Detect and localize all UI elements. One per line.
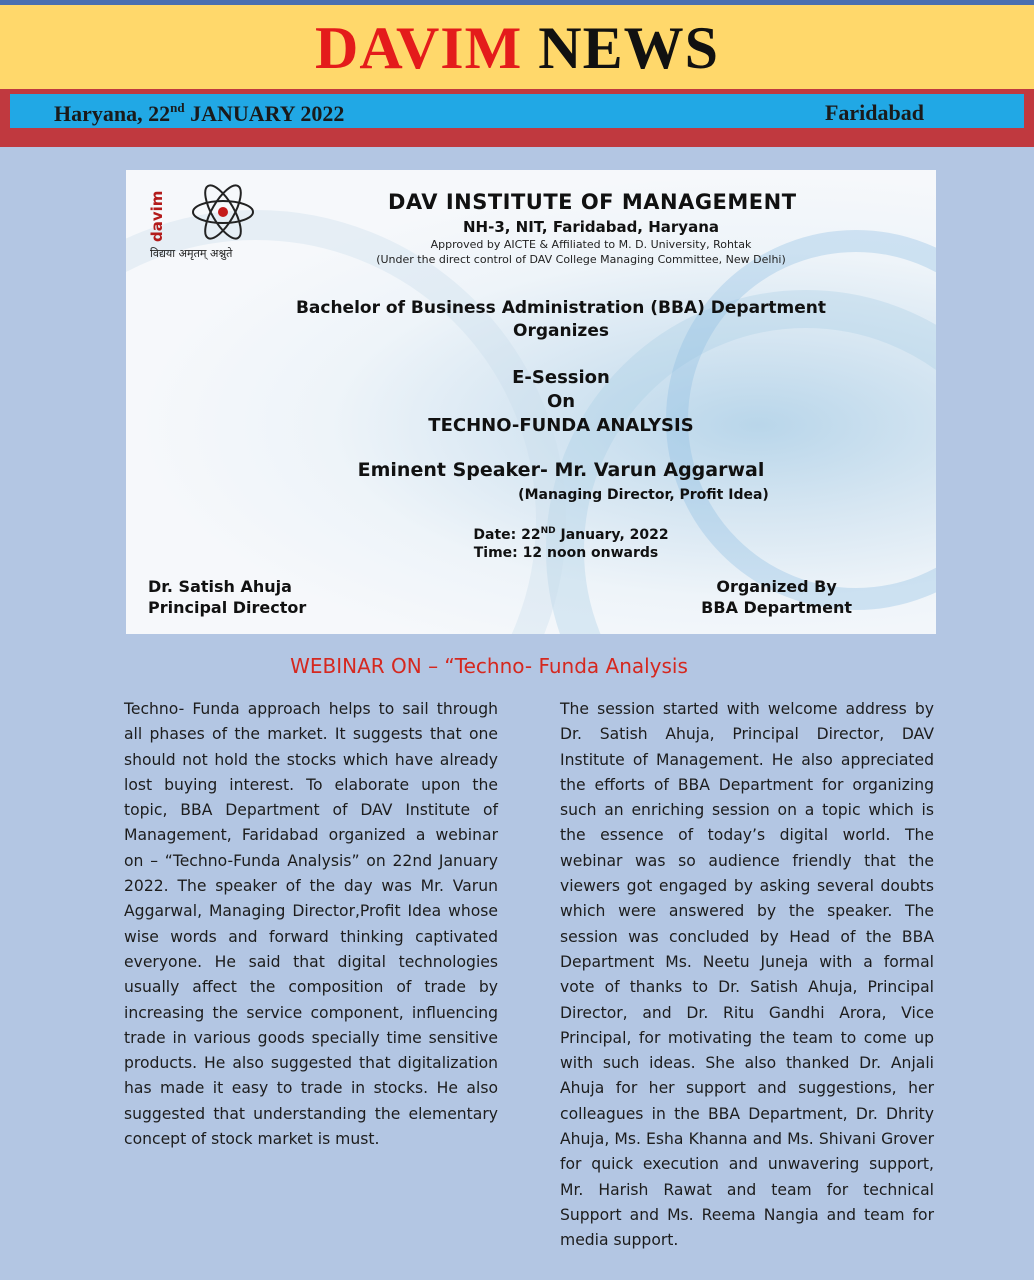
organizes-line: Organizes bbox=[513, 321, 609, 341]
event-date-ordinal: ND bbox=[540, 526, 556, 536]
title-red-part: DAVIM bbox=[315, 15, 523, 81]
masthead bbox=[0, 5, 1034, 89]
date-band bbox=[0, 89, 1034, 147]
institute-name: DAV INSTITUTE OF MANAGEMENT bbox=[388, 190, 797, 214]
event-date-day: Date: 22 bbox=[473, 527, 541, 543]
organizer-line: Bachelor of Business Administration (BBA) Department bbox=[295, 298, 827, 318]
davim-logo-text: davim bbox=[148, 190, 166, 242]
institute-approval: Approved by AICTE & Affiliated to M. D. University, Rohtak bbox=[430, 238, 752, 251]
principal-title: Principal Director bbox=[148, 598, 307, 617]
principal-name: Dr. Satish Ahuja bbox=[148, 577, 292, 596]
logo-motto: विद्यया अमृतम् अश्नुते bbox=[150, 247, 233, 260]
newsletter-title bbox=[0, 13, 1034, 83]
principal-signature bbox=[148, 576, 306, 618]
article-headline bbox=[0, 654, 1034, 678]
article-headline-text: WEBINAR ON – “Techno- Funda Analysis bbox=[290, 654, 688, 678]
organizer-department: BBA Department bbox=[701, 598, 852, 617]
event-poster bbox=[126, 170, 936, 634]
article-right-column: The session started with welcome address by Dr. Satish Ahuja, Principal Director, DAV Institute of Management. He also appreciated the efforts of BBA Department for organizing such an enriching session on a topic which is the essence of today’s digital world. The webinar was so audience friendly that the viewers got engaged by asking several doubts which were answered by the speaker. The session was concluded by Head of the BBA Department Ms. Neetu Juneja with a formal vote of thanks to Dr. Satish Ahuja, Principal Director, and Dr. Ritu Gandhi Arora, Vice Principal, for motivating the team to come up with such ideas. She also thanked Dr. Anjali Ahuja for her support and suggestions, her colleagues in the BBA Department, Dr. Dhrity Ahuja, Ms. Esha Khanna and Ms. Shivani Grover for quick execution and unwavering support, Mr. Harish Rawat and team for technical Support and Ms. Reema Nangia and team for media support. bbox=[560, 700, 934, 1250]
institute-address: NH-3, NIT, Faridabad, Haryana bbox=[462, 218, 720, 236]
dateline-place: Haryana, 22 bbox=[54, 101, 171, 126]
institute-control: (Under the direct control of DAV College Managing Committee, New Delhi) bbox=[376, 253, 786, 266]
session-topic: TECHNO-FUNDA ANALYSIS bbox=[428, 415, 694, 436]
dateline-city: Faridabad bbox=[824, 100, 924, 125]
organizer-signature bbox=[701, 576, 852, 618]
dateline bbox=[54, 100, 344, 127]
title-black-part: NEWS bbox=[538, 15, 719, 81]
dateline-ordinal: nd bbox=[170, 100, 185, 115]
speaker-designation: (Managing Director, Profit Idea) bbox=[518, 487, 769, 503]
date-band-inner bbox=[10, 94, 1024, 128]
dateline-date: JANUARY 2022 bbox=[184, 101, 345, 126]
session-on: On bbox=[546, 391, 576, 412]
session-type: E-Session bbox=[512, 367, 610, 388]
event-date bbox=[126, 526, 936, 543]
article-left-column: Techno- Funda approach helps to sail through all phases of the market. It suggests that one should not hold the stocks which have already lost buying interest. To elaborate upon the topic, BBA Department of DAV Institute of Management, Faridabad organized a webinar on – “Techno-Funda Analysis” on 22nd January 2022. The speaker of the day was Mr. Varun Aggarwal, Managing Director,Profit Idea whose wise words and forward thinking captivated everyone. He said that digital technologies usually affect the composition of trade by increasing the service component, influencing trade in various goods specially time sensitive products. He also suggested that digitalization has made it easy to trade in stocks. He also suggested that understanding the elementary concept of stock market is must. bbox=[124, 700, 498, 1149]
event-date-rest: January, 2022 bbox=[555, 527, 669, 543]
organized-by-label: Organized By bbox=[716, 577, 837, 596]
speaker-name: Eminent Speaker- Mr. Varun Aggarwal bbox=[357, 459, 765, 481]
event-time: Time: 12 noon onwards bbox=[473, 545, 659, 561]
